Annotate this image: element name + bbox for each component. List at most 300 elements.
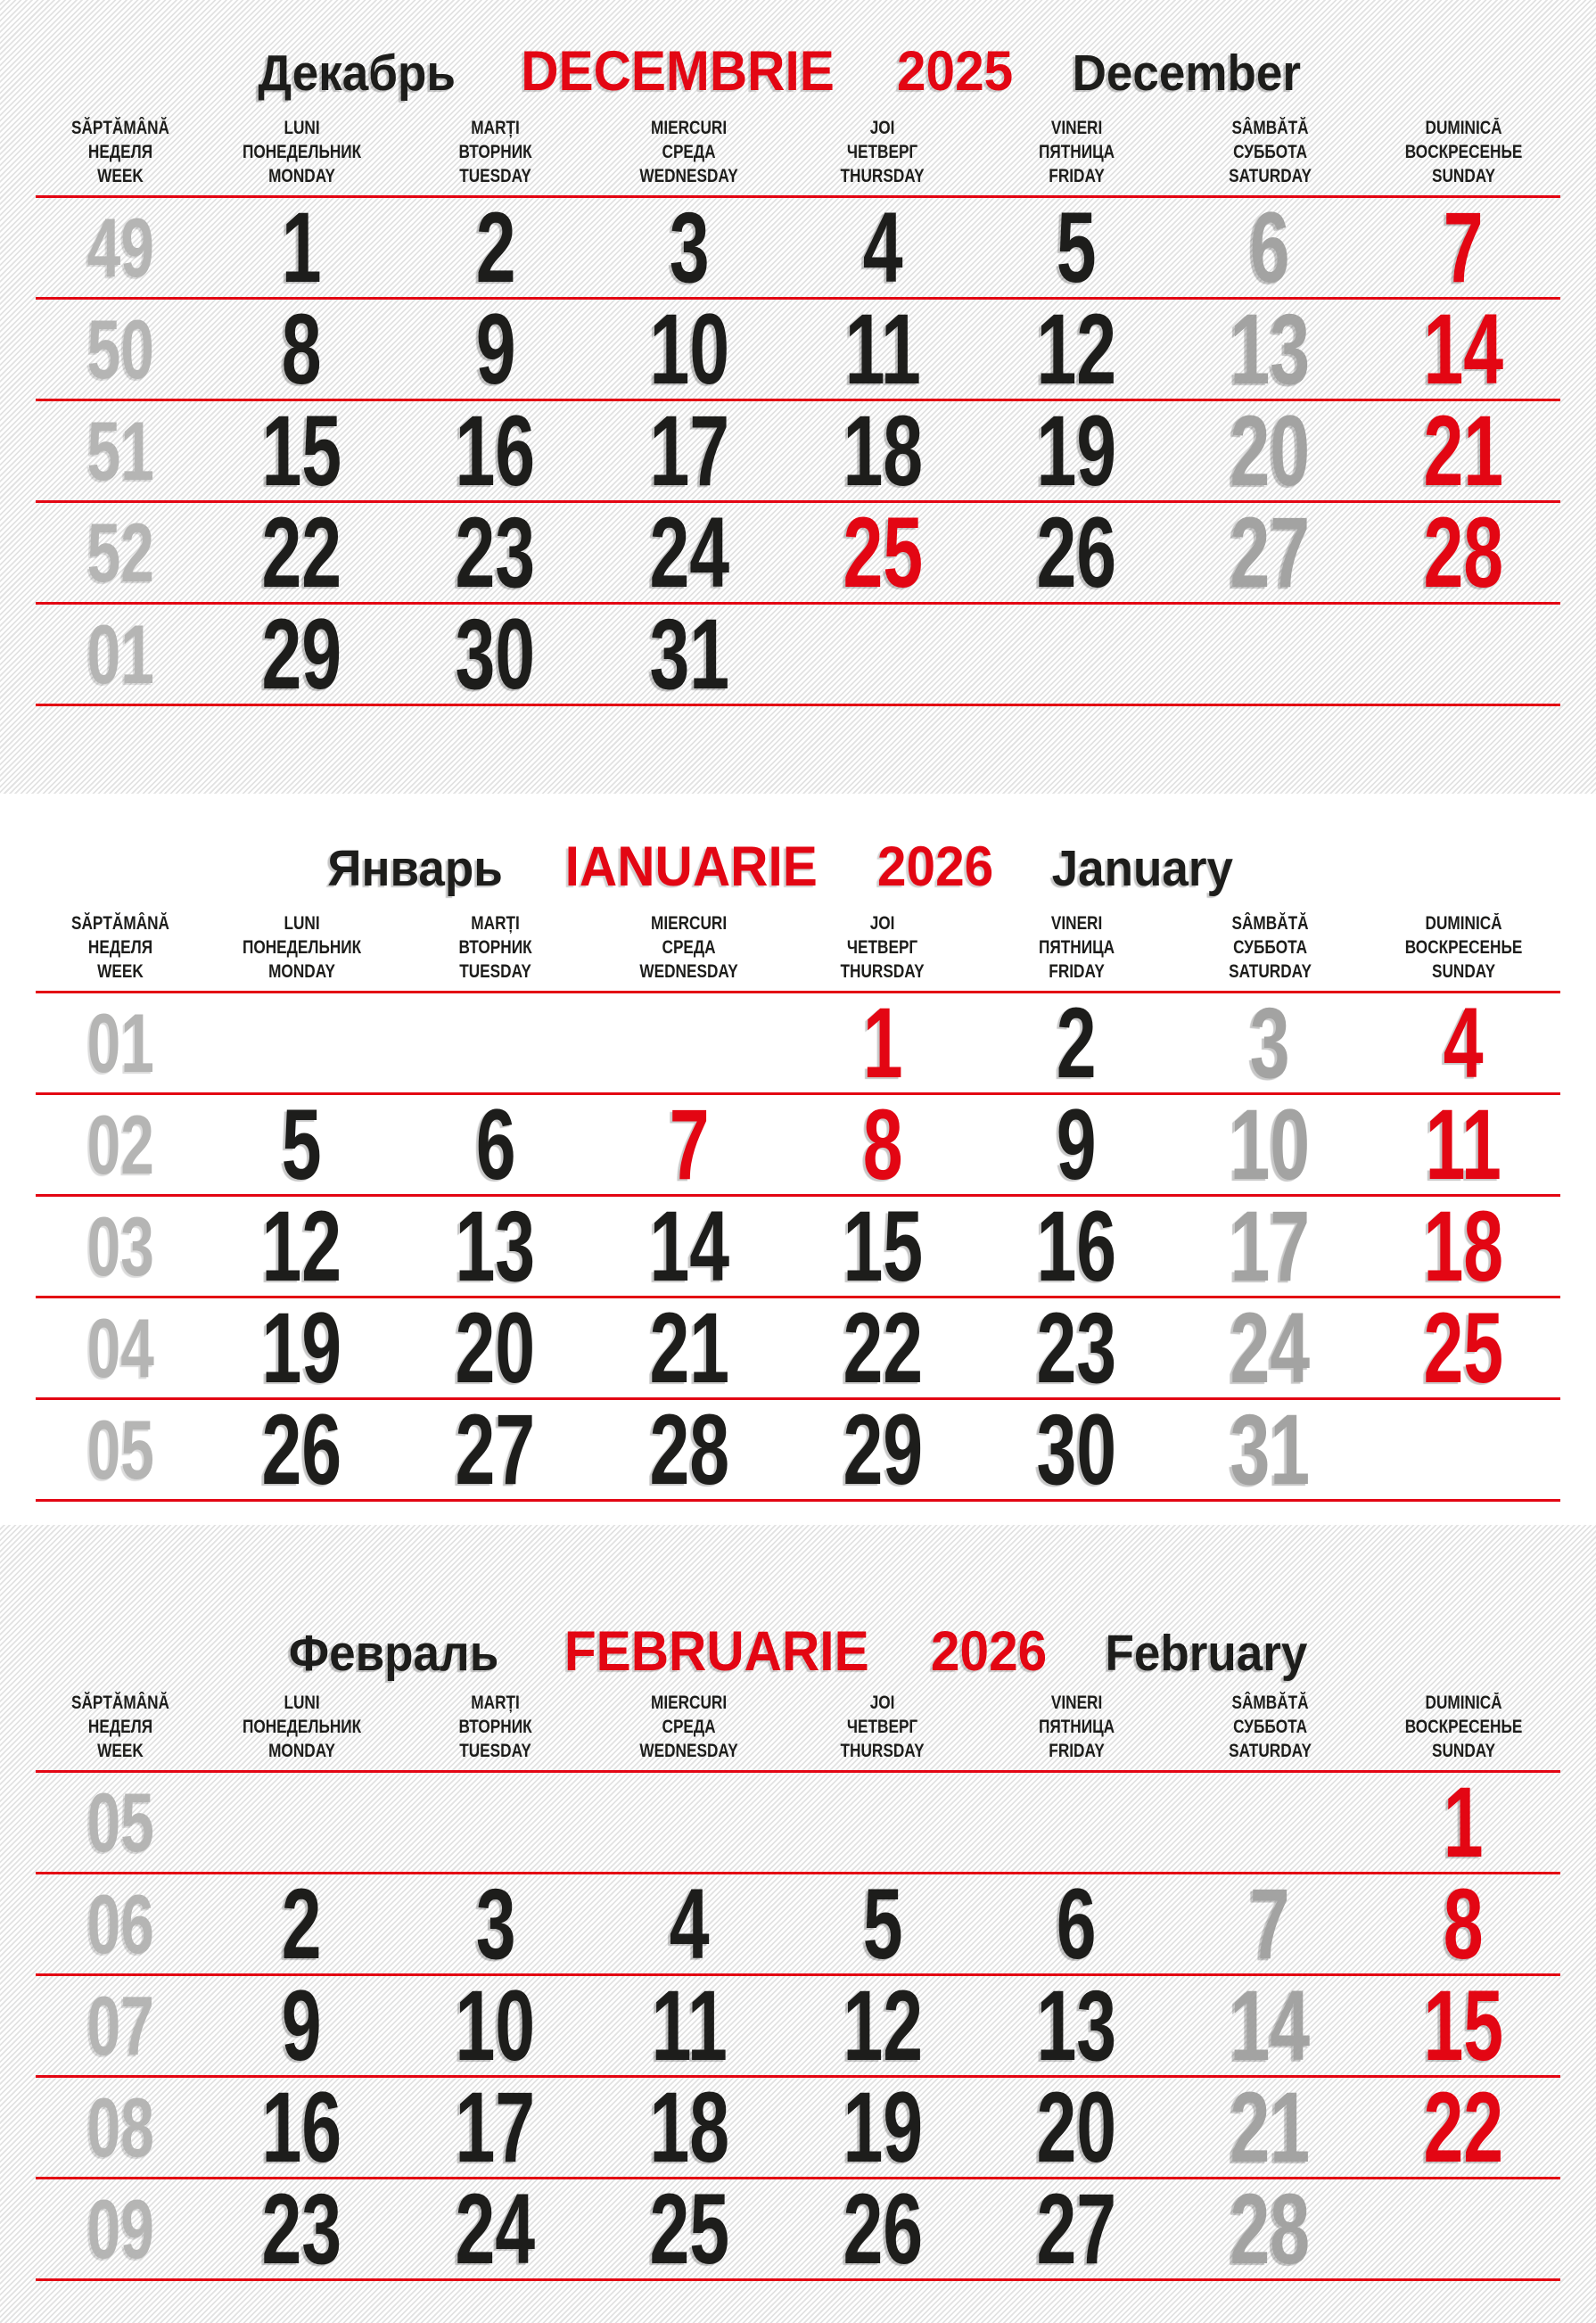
week-number-cell	[36, 1199, 205, 1295]
week-number: 01	[86, 995, 154, 1090]
day-number: 28	[1230, 2172, 1311, 2285]
day-cell	[1367, 1867, 1560, 1980]
day-cell	[786, 191, 979, 303]
month-title-ru: Январь	[327, 840, 503, 897]
day-cell	[399, 394, 592, 507]
week-number-cell	[36, 505, 205, 601]
day-number: 8	[862, 1088, 903, 1200]
month-title-ro: IANUARIE	[564, 836, 818, 898]
week-number-cell	[36, 1876, 205, 1973]
weekday-label-ro: MIERCURI	[651, 913, 728, 934]
week-number: 05	[86, 1402, 154, 1496]
day-number: 25	[649, 2172, 729, 2285]
day-number: 1	[862, 986, 903, 1099]
day-number: 24	[455, 2172, 536, 2285]
day-number: 17	[455, 2071, 536, 2183]
weekday-label-ru: ЧЕТВЕРГ	[847, 142, 918, 162]
day-cell	[592, 496, 786, 608]
day-number: 2	[475, 191, 516, 303]
weekday-header-cell	[1367, 911, 1560, 984]
week-row	[36, 1190, 1560, 1302]
month-year: 2025	[897, 40, 1014, 103]
weekday-label-ru: ПЯТНИЦА	[1038, 1717, 1115, 1737]
day-cell	[1367, 1291, 1560, 1404]
month-title-en: December	[1073, 45, 1302, 102]
day-cell	[786, 986, 979, 1099]
weekday-label-ro: SĂPTĂMÂNĂ	[70, 118, 170, 138]
day-number: 4	[862, 191, 903, 303]
day-cell	[399, 496, 592, 608]
day-cell	[592, 597, 786, 710]
month-title-ro: FEBRUARIE	[564, 1620, 869, 1683]
day-number: 10	[1230, 1088, 1311, 1200]
week-number-cell	[36, 1978, 205, 2074]
week-row	[36, 1766, 1560, 1878]
day-cell	[980, 2071, 1173, 2183]
weekday-label-ru: ЧЕТВЕРГ	[847, 937, 918, 958]
day-cell	[592, 1969, 786, 2081]
weekday-header	[36, 911, 1560, 984]
weekday-label-ro: MIERCURI	[651, 118, 728, 138]
week-number-cell	[36, 995, 205, 1091]
week-number-cell	[36, 1402, 205, 1498]
weekday-label-ro: VINERI	[1050, 118, 1102, 138]
day-number: 5	[862, 1867, 903, 1980]
day-cell	[205, 292, 399, 405]
weekday-label-en: FRIDAY	[1048, 166, 1105, 186]
day-number: 2	[1056, 986, 1097, 1099]
week-number-cell	[36, 2181, 205, 2278]
month-title-ru: Февраль	[288, 1625, 498, 1682]
day-number: 12	[261, 1190, 342, 1302]
weekday-header-cell	[980, 911, 1173, 984]
day-number: 20	[1230, 394, 1311, 507]
day-cell	[592, 1190, 786, 1302]
week-row	[36, 1867, 1560, 1980]
day-number: 27	[1230, 496, 1311, 608]
weekday-header	[36, 1691, 1560, 1763]
weekday-header-cell	[980, 116, 1173, 188]
day-cell	[1173, 292, 1367, 405]
weekday-header-cell	[399, 911, 592, 984]
day-number: 11	[651, 1969, 728, 2081]
weekday-header-cell	[592, 911, 786, 984]
day-number: 22	[1423, 2071, 1504, 2183]
day-cell	[592, 191, 786, 303]
weekday-header-cell	[980, 1691, 1173, 1763]
day-number: 21	[1423, 394, 1504, 507]
day-cell	[1173, 1291, 1367, 1404]
month-title-en: January	[1051, 840, 1233, 897]
day-number: 13	[1230, 292, 1311, 405]
day-cell	[1367, 394, 1560, 507]
day-cell	[205, 2071, 399, 2183]
day-cell	[1367, 1190, 1560, 1302]
week-number-cell	[36, 200, 205, 296]
day-number: 6	[475, 1088, 516, 1200]
weekday-label-ru: ПЯТНИЦА	[1038, 142, 1115, 162]
weekday-header-cell	[399, 1691, 592, 1763]
day-cell	[592, 1867, 786, 1980]
weekday-label-ro: JOI	[870, 118, 895, 138]
month-block-january	[0, 794, 1596, 1525]
day-cell	[205, 1867, 399, 1980]
day-cell	[1173, 496, 1367, 608]
weekday-label-en: FRIDAY	[1048, 961, 1105, 982]
day-number: 26	[843, 2172, 923, 2285]
weekday-label-ru: НЕДЕЛЯ	[87, 1717, 153, 1737]
day-number: 31	[1230, 1393, 1311, 1505]
day-number: 21	[1230, 2071, 1311, 2183]
weekday-label-en: THURSDAY	[840, 166, 926, 186]
day-cell	[786, 1393, 979, 1505]
week-row	[36, 394, 1560, 507]
week-row	[36, 1969, 1560, 2081]
day-cell	[786, 1291, 979, 1404]
week-number: 05	[86, 1775, 154, 1869]
week-row	[36, 1393, 1560, 1505]
week-number: 01	[86, 606, 154, 701]
day-cell	[786, 1088, 979, 1200]
weekday-label-ru: ВОСКРЕСЕНЬЕ	[1404, 1717, 1523, 1737]
weekday-label-en: MONDAY	[268, 1741, 336, 1761]
day-number: 10	[649, 292, 729, 405]
week-row	[36, 2071, 1560, 2183]
day-number: 6	[1056, 1867, 1097, 1980]
month-block-december	[0, 0, 1596, 794]
day-cell	[205, 394, 399, 507]
day-number: 20	[455, 1291, 536, 1404]
weekday-label-ro: DUMINICĂ	[1425, 1693, 1502, 1713]
weekday-label-ro: LUNI	[284, 118, 320, 138]
day-cell	[205, 191, 399, 303]
day-number: 21	[649, 1291, 729, 1404]
day-cell	[1173, 1190, 1367, 1302]
day-number: 12	[1036, 292, 1116, 405]
day-cell	[786, 1969, 979, 2081]
day-cell	[786, 2071, 979, 2183]
week-number: 03	[86, 1199, 154, 1293]
weekday-header-cell	[786, 1691, 979, 1763]
week-number-cell	[36, 606, 205, 703]
day-number: 16	[261, 2071, 342, 2183]
day-number: 23	[455, 496, 536, 608]
week-row	[36, 597, 1560, 710]
day-cell	[980, 1088, 1173, 1200]
day-cell	[1173, 191, 1367, 303]
weekday-label-en: SUNDAY	[1431, 1741, 1495, 1761]
day-number: 3	[669, 191, 710, 303]
weekday-label-en: WEDNESDAY	[639, 166, 739, 186]
weekday-label-ru: СРЕДА	[662, 142, 716, 162]
day-cell	[205, 1088, 399, 1200]
weekday-label-ru: ВТОРНИК	[458, 1717, 532, 1737]
week-number: 49	[86, 200, 154, 294]
day-cell	[205, 1291, 399, 1404]
day-cell	[1367, 191, 1560, 303]
day-cell	[1367, 986, 1560, 1099]
day-number: 25	[843, 496, 923, 608]
weekday-label-en: FRIDAY	[1048, 1741, 1105, 1761]
day-cell	[786, 1190, 979, 1302]
day-cell	[1173, 2172, 1367, 2285]
day-cell	[592, 292, 786, 405]
weekday-header-cell	[205, 116, 399, 188]
month-title-row	[0, 39, 1560, 103]
week-row	[36, 496, 1560, 608]
day-cell	[399, 1190, 592, 1302]
weekday-label-ru: СРЕДА	[662, 1717, 716, 1737]
day-number: 14	[1230, 1969, 1311, 2081]
day-cell	[1173, 1393, 1367, 1505]
day-number: 7	[1249, 1867, 1290, 1980]
day-cell	[592, 2071, 786, 2183]
day-cell	[980, 2172, 1173, 2285]
week-number: 04	[86, 1300, 154, 1395]
weekday-label-ro: MIERCURI	[651, 1693, 728, 1713]
weekday-label-ro: JOI	[870, 913, 895, 934]
day-number: 15	[261, 394, 342, 507]
weekday-label-en: SATURDAY	[1228, 961, 1312, 982]
day-cell	[980, 496, 1173, 608]
weekday-header-cell	[36, 1691, 205, 1763]
month-title-en: February	[1105, 1625, 1308, 1682]
weekday-label-en: TUESDAY	[459, 166, 532, 186]
month-year: 2026	[931, 1620, 1048, 1683]
day-number: 18	[843, 394, 923, 507]
day-number: 29	[843, 1393, 923, 1505]
day-number: 24	[649, 496, 729, 608]
weekday-label-ro: SÂMBĂTĂ	[1231, 118, 1309, 138]
weekday-label-ru: ПЯТНИЦА	[1038, 937, 1115, 958]
weekday-label-ru: ПОНЕДЕЛЬНИК	[242, 142, 362, 162]
weekday-label-en: THURSDAY	[840, 1741, 926, 1761]
day-number: 14	[649, 1190, 729, 1302]
day-number: 15	[1423, 1969, 1504, 2081]
weekday-label-en: SATURDAY	[1228, 1741, 1312, 1761]
weekday-label-ro: LUNI	[284, 913, 320, 934]
days-grid	[36, 1766, 1560, 2285]
day-cell	[1367, 2071, 1560, 2183]
week-number: 52	[86, 505, 154, 599]
day-cell	[1173, 1969, 1367, 2081]
day-number: 9	[1056, 1088, 1097, 1200]
day-cell	[399, 2172, 592, 2285]
week-number: 08	[86, 2080, 154, 2174]
day-number: 29	[261, 597, 342, 710]
day-cell	[1173, 986, 1367, 1099]
week-number-cell	[36, 301, 205, 398]
day-cell	[1173, 1088, 1367, 1200]
day-number: 8	[1443, 1867, 1484, 1980]
weekday-label-en: MONDAY	[268, 166, 336, 186]
weekday-label-ru: НЕДЕЛЯ	[87, 937, 153, 958]
weekday-header-cell	[1173, 116, 1367, 188]
day-cell	[205, 496, 399, 608]
day-cell	[786, 2172, 979, 2285]
week-row	[36, 1088, 1560, 1200]
week-number-cell	[36, 2080, 205, 2176]
day-cell	[205, 1969, 399, 2081]
weekday-label-en: TUESDAY	[459, 961, 532, 982]
day-cell	[592, 1393, 786, 1505]
day-number: 8	[282, 292, 322, 405]
day-number: 18	[649, 2071, 729, 2183]
day-number: 3	[1249, 986, 1290, 1099]
day-number: 26	[261, 1393, 342, 1505]
day-number: 17	[649, 394, 729, 507]
week-row	[36, 2172, 1560, 2285]
day-cell	[205, 1393, 399, 1505]
day-number: 4	[1443, 986, 1484, 1099]
weekday-label-ro: VINERI	[1050, 1693, 1102, 1713]
day-number: 9	[475, 292, 516, 405]
day-cell	[399, 1969, 592, 2081]
week-row	[36, 292, 1560, 405]
weekday-header-cell	[1173, 911, 1367, 984]
weekday-label-ro: MARȚI	[471, 913, 520, 934]
day-number: 11	[844, 292, 921, 405]
day-cell	[1367, 1766, 1560, 1878]
weekday-label-en: WEDNESDAY	[639, 961, 739, 982]
weekday-header-cell	[36, 911, 205, 984]
weekday-header-cell	[205, 1691, 399, 1763]
day-cell	[980, 1291, 1173, 1404]
weekday-label-en: SATURDAY	[1228, 166, 1312, 186]
day-cell	[205, 2172, 399, 2285]
weekday-label-ro: VINERI	[1050, 913, 1102, 934]
day-cell	[592, 1088, 786, 1200]
week-row	[36, 1291, 1560, 1404]
day-number: 20	[1036, 2071, 1116, 2183]
day-number: 27	[1036, 2172, 1116, 2285]
day-number: 13	[1036, 1969, 1116, 2081]
weekday-header	[36, 116, 1560, 188]
weekday-label-ru: ПОНЕДЕЛЬНИК	[242, 1717, 362, 1737]
weekday-label-ro: DUMINICĂ	[1425, 118, 1502, 138]
weekday-header-cell	[592, 116, 786, 188]
day-number: 5	[282, 1088, 322, 1200]
weekday-label-ro: MARȚI	[471, 1693, 520, 1713]
day-number: 2	[282, 1867, 322, 1980]
day-cell	[1367, 292, 1560, 405]
day-number: 27	[455, 1393, 536, 1505]
day-cell	[592, 1291, 786, 1404]
day-number: 31	[649, 597, 729, 710]
day-number: 9	[282, 1969, 322, 2081]
weekday-label-ro: MARȚI	[471, 118, 520, 138]
month-title-ro: DECEMBRIE	[521, 40, 835, 103]
day-number: 28	[649, 1393, 729, 1505]
day-cell	[980, 1393, 1173, 1505]
day-cell	[592, 394, 786, 507]
weekday-label-ru: ЧЕТВЕРГ	[847, 1717, 918, 1737]
day-number: 16	[455, 394, 536, 507]
day-cell	[399, 1088, 592, 1200]
weekday-label-ru: ВТОРНИК	[458, 142, 532, 162]
month-block-february	[0, 1525, 1596, 2323]
weekday-label-en: MONDAY	[268, 961, 336, 982]
weekday-label-en: SUNDAY	[1431, 166, 1495, 186]
weekday-label-ro: SÂMBĂTĂ	[1231, 913, 1309, 934]
day-number: 4	[669, 1867, 710, 1980]
day-cell	[980, 1190, 1173, 1302]
day-cell	[980, 292, 1173, 405]
week-row	[36, 986, 1560, 1099]
weekday-header-cell	[399, 116, 592, 188]
day-cell	[786, 394, 979, 507]
week-number: 50	[86, 301, 154, 396]
day-number: 26	[1036, 496, 1116, 608]
day-cell	[1173, 2071, 1367, 2183]
week-number-cell	[36, 1097, 205, 1193]
day-number: 22	[261, 496, 342, 608]
weekday-label-ru: ПОНЕДЕЛЬНИК	[242, 937, 362, 958]
weekday-label-en: WEEK	[97, 166, 144, 186]
day-cell	[980, 986, 1173, 1099]
day-cell	[980, 1969, 1173, 2081]
month-title-ru: Декабрь	[258, 45, 456, 102]
day-number: 13	[455, 1190, 536, 1302]
day-number: 18	[1423, 1190, 1504, 1302]
day-number: 30	[1036, 1393, 1116, 1505]
day-cell	[399, 191, 592, 303]
day-cell	[399, 1867, 592, 1980]
day-number: 19	[261, 1291, 342, 1404]
week-number: 09	[86, 2181, 154, 2276]
weekday-label-en: TUESDAY	[459, 1741, 532, 1761]
day-cell	[1367, 1088, 1560, 1200]
day-number: 12	[843, 1969, 923, 2081]
day-number: 19	[1036, 394, 1116, 507]
weekday-header-cell	[205, 911, 399, 984]
weekday-label-ro: LUNI	[284, 1693, 320, 1713]
week-number: 02	[86, 1097, 154, 1191]
weekday-label-en: SUNDAY	[1431, 961, 1495, 982]
day-number: 23	[1036, 1291, 1116, 1404]
day-number: 25	[1423, 1291, 1504, 1404]
day-number: 16	[1036, 1190, 1116, 1302]
week-number: 51	[86, 403, 154, 498]
weekday-label-ru: ВТОРНИК	[458, 937, 532, 958]
day-number: 5	[1056, 191, 1097, 303]
weekday-label-ro: DUMINICĂ	[1425, 913, 1502, 934]
weekday-header-cell	[786, 911, 979, 984]
day-cell	[399, 597, 592, 710]
day-cell	[786, 292, 979, 405]
day-number: 3	[475, 1867, 516, 1980]
day-number: 28	[1423, 496, 1504, 608]
day-number: 1	[282, 191, 322, 303]
day-cell	[399, 292, 592, 405]
weekday-label-en: WEEK	[97, 961, 144, 982]
week-number: 07	[86, 1978, 154, 2072]
day-number: 1	[1443, 1766, 1484, 1878]
day-cell	[1367, 1969, 1560, 2081]
day-cell	[592, 2172, 786, 2285]
day-number: 17	[1230, 1190, 1311, 1302]
weekday-label-ro: SĂPTĂMÂNĂ	[70, 913, 170, 934]
weekday-header-cell	[592, 1691, 786, 1763]
day-cell	[399, 2071, 592, 2183]
day-number: 14	[1423, 292, 1504, 405]
month-title-row	[0, 835, 1560, 899]
day-cell	[1173, 1867, 1367, 1980]
day-number: 15	[843, 1190, 923, 1302]
day-cell	[205, 597, 399, 710]
day-number: 10	[455, 1969, 536, 2081]
day-cell	[980, 191, 1173, 303]
